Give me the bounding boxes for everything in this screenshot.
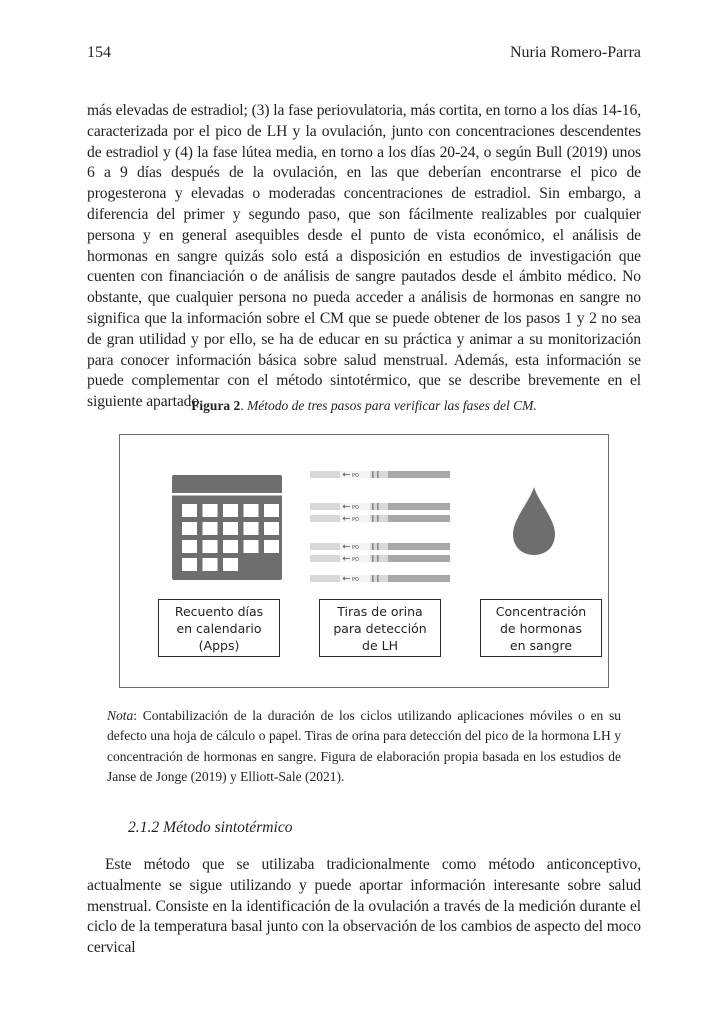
calendar-day-cell — [182, 504, 197, 517]
page-number: 154 — [87, 44, 111, 61]
calendar-day-cell — [264, 522, 279, 535]
test-strip-text: PO — [352, 516, 359, 523]
calendar-day-cell — [223, 540, 238, 553]
calendar-day-cell — [223, 522, 238, 535]
test-strip — [310, 575, 450, 583]
calendar-day-cell — [244, 522, 259, 535]
label-urine-strips-text: Tiras de orina para detección de LH — [333, 603, 427, 653]
blood-drop-icon — [510, 485, 558, 557]
label-blood-hormones-text: Concentración de hormonas en sangre — [495, 603, 587, 653]
calendar-day-cell — [203, 522, 218, 535]
running-author: Nuria Romero-Parra — [509, 44, 641, 61]
test-strip-text: PO — [352, 544, 359, 551]
calendar-day-cell — [264, 504, 279, 517]
calendar-day-cell — [182, 558, 197, 571]
figure-caption-text: Método de tres pasos para verificar las fases del CM. — [247, 398, 537, 413]
test-strip-text: PO — [352, 556, 359, 563]
figure-note — [107, 706, 621, 788]
figure-caption-label: Figura 2 — [191, 398, 241, 413]
note-label: Nota — [107, 708, 134, 723]
calendar-day-cell — [244, 540, 259, 553]
calendar-icon — [172, 475, 282, 580]
label-calendar-count-text: Recuento días en calendario (Apps) — [174, 603, 264, 653]
test-strip-text: PO — [352, 472, 359, 479]
label-urine-strips — [319, 599, 441, 657]
body-paragraph-2: Este método que se utilizaba tradicionalmente como método anticonceptivo, actualmente se sigue utilizando y puede aportar información interesante sobre salud menstrual. Consiste en la identificación de la ovulación a través de la medición durante el ciclo de la temperatura basal junto con la observación de los cambios de aspecto del moco cervical — [87, 856, 641, 957]
test-strip — [310, 555, 450, 563]
label-calendar-count — [158, 599, 280, 657]
calendar-day-cell — [182, 540, 197, 553]
figure-caption — [87, 398, 641, 414]
label-blood-hormones — [480, 599, 602, 657]
calendar-day-cell — [203, 540, 218, 553]
calendar-day-cell — [264, 540, 279, 553]
urine-test-strips-icon — [310, 469, 450, 584]
note-text: : Contabilización de la duración de los ciclos utilizando aplicaciones móviles o en su defecto una hoja de cálculo o papel. Tiras de orina para detección del pico de la hormona LH y concentración de hormonas en sangre. Figura de elaboración propia basada en los estudios de Janse de Jonge (2019) y Elliott-Sale (2021). — [107, 708, 621, 785]
section-heading: 2.1.2 Método sintotérmico — [128, 819, 293, 836]
figure-caption-separator: . — [240, 398, 248, 413]
running-header — [87, 44, 641, 66]
figure-box — [119, 434, 609, 688]
calendar-day-cell — [223, 558, 238, 571]
body-paragraph-1: más elevadas de estradiol; (3) la fase periovulatoria, más cortita, en torno a los días 14-16, caracterizada por el pico de LH y la ovulación, junto con concentraciones descendentes de estradiol y (4) la fase lútea media, en torno a los días 20-24, o según Bull (2019) unos 6 a 9 días después de la ovulación, en las que deberían encontrarse el pico de progesterona y elevadas o moderadas concentraciones de estradiol. Sin embargo, a diferencia del primer y segundo paso, que son fácilmente realizables por cualquier persona y en general asequibles desde el punto de vista económico, el análisis de hormonas en sangre quizás solo está a disposición en estudios de investigación que cuenten con financiación o de análisis de sangre pautados desde el ámbito médico. No obstante, que cualquier persona no pueda acceder a análisis de hormonas en sangre no significa que la información sobre el CM que se puede obtener de los pasos 1 y 2 no sea de gran utilidad y por ello, se ha de educar en su práctica y animar a su monitorización para conocer información básica sobre salud menstrual. Además, esta información se puede complementar con el método sintotérmico, que se describe brevemente en el siguiente apartado. — [87, 102, 641, 411]
test-strip — [310, 503, 450, 511]
test-strip — [310, 471, 450, 479]
test-strip-text: PO — [352, 504, 359, 511]
calendar-day-cell — [182, 522, 197, 535]
calendar-day-cell — [223, 504, 238, 517]
test-strip — [310, 515, 450, 523]
calendar-day-cell — [203, 504, 218, 517]
calendar-header-divider — [172, 493, 282, 496]
test-strip — [310, 543, 450, 551]
calendar-day-cell — [244, 504, 259, 517]
test-strip-text: PO — [352, 576, 359, 583]
calendar-day-cell — [203, 558, 218, 571]
